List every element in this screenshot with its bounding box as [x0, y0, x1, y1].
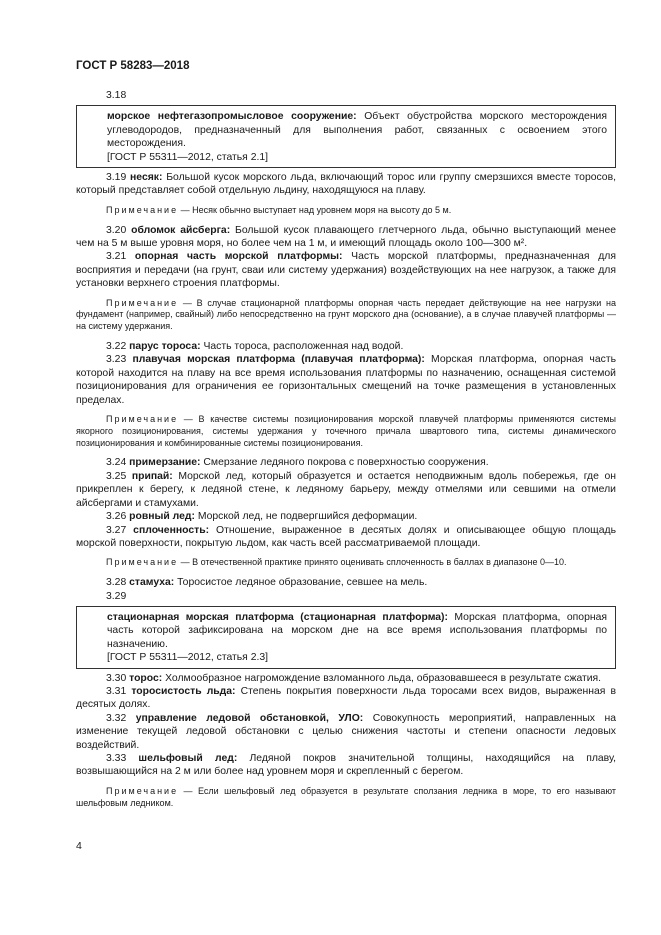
term: сплоченность:: [133, 524, 210, 536]
entry-number: 3.25: [106, 470, 127, 482]
note: [76, 786, 616, 810]
entry: [76, 340, 616, 353]
entry: [76, 353, 616, 407]
term: несяк:: [130, 172, 163, 184]
term: припай:: [131, 470, 173, 482]
page-number: 4: [76, 840, 82, 852]
term: торос:: [129, 672, 163, 684]
note-label: Примечание: [106, 297, 179, 308]
entry-number: 3.19: [106, 172, 127, 184]
term: управление ледовой обстановкой, УЛО:: [135, 712, 364, 724]
definition: Отношение, выраженное в десятых долях и описывающее общую площадь морской поверхности, покрытую льдом, как часть всей рассматриваемой площади.: [76, 524, 616, 549]
entry-number: 3.23: [106, 354, 127, 366]
reference: [ГОСТ Р 55311—2012, статья 2.1]: [107, 151, 269, 163]
definition: Торосистое ледяное образование, севшее на мель.: [174, 577, 428, 589]
entry: [76, 510, 616, 523]
note: [76, 298, 616, 333]
entry-number: 3.21: [106, 251, 127, 263]
entry-number: 3.31: [106, 685, 127, 697]
note: [76, 205, 616, 217]
entry: [76, 672, 616, 685]
standard-header: ГОСТ Р 58283—2018: [76, 60, 190, 72]
entry: [76, 752, 616, 779]
definition: Степень покрытия поверхности льда торосами всех видов, выраженная в десятых долях.: [76, 685, 616, 711]
definition: Объект обустройства морского месторождения углеводородов, предназначенный для выполнения работ, связанных с освоением этого месторождения.: [107, 111, 607, 150]
entry: [76, 224, 616, 251]
definition: Смерзание ледяного покрова с поверхностью сооружения.: [200, 457, 489, 469]
definition: Совокупность мероприятий, направленных на изменение текущей ледовой обстановки с целью снижения частоты и степени опасности ледовых воздействий.: [76, 712, 616, 751]
entry-number: 3.22: [106, 341, 127, 353]
entry-number: 3.24: [106, 457, 127, 469]
note-text: — В качестве системы позиционирования морской плавучей платформы применяются системы якорного позиционирования, системы удержания у точечного причала швартового типа, системы динамического позиционирования и комбинированные системы позиционирования.: [76, 414, 616, 448]
entry: [76, 456, 616, 469]
definition: Морской лед, не подвергшийся деформации.: [194, 511, 418, 523]
entry-number: 3.18: [106, 90, 127, 101]
definition: Морская платформа, опорная часть которой находится на плаву на все время использования платформы по назначению, оснащенная системой позиционирования для ограничения ее горизонтальных смещений на точке размещения в установленных пределах.: [76, 354, 616, 406]
definition: Большой кусок плавающего глетчерного льда, обычно выступающий менее чем на 5 м выше уровня моря, но более чем на 1 м, и имеющий площадь около 100—300 м².: [76, 224, 616, 250]
term: торосистость льда:: [131, 685, 236, 697]
term: обломок айсберга:: [131, 224, 231, 236]
note-text: — В случае стационарной платформы опорная часть передает действующие на нее нагрузки на фундамент (например, свайный) либо непосредственно на грунт морского дна (основание), а в случае плавучей платформы — на систему удержания.: [76, 297, 616, 332]
note-label: Примечание: [106, 785, 179, 796]
definition: Часть морской платформы, предназначенная для восприятия и передачи (на грунт, сваи или систему удержания) воздействующих на нее нагрузок, а также для установки верхнего строения платформы.: [76, 251, 616, 290]
note-label: Примечание: [106, 557, 179, 568]
definition: Морской лед, который образуется и остается неподвижным вдоль побережья, где он прикреплен к берегу, к ледяной стене, к ледяному барьеру, между отмелями или севшими на отмели айсбергами и стамухами.: [76, 470, 616, 509]
entry: [76, 171, 616, 198]
entry-number: 3.20: [106, 224, 127, 236]
entry-number: 3.32: [106, 712, 127, 724]
note-label: Примечание: [106, 204, 179, 215]
boxed-definition: [76, 105, 616, 168]
definition: Большой кусок морского льда, включающий торос или группу смерзшихся вместе торосов, который представляет собой отдельную льдину, находящуюся на плаву.: [76, 172, 616, 197]
note-text: — Несяк обычно выступает над уровнем моря на высоту до 5 м.: [178, 204, 452, 215]
entry-number: 3.33: [106, 753, 127, 764]
entry: [76, 524, 616, 551]
note: [76, 414, 616, 449]
definition: Холмообразное нагромождение взломанного льда, образовавшееся в результате сжатия.: [162, 672, 602, 684]
term: парус тороса:: [129, 341, 201, 353]
reference: [ГОСТ Р 55311—2012, статья 2.3]: [107, 652, 269, 664]
entry: [76, 250, 616, 290]
term: опорная часть морской платформы:: [134, 251, 343, 263]
term: шельфовый лед:: [138, 753, 238, 764]
term: ровный лед:: [129, 511, 195, 523]
note-label: Примечание: [106, 414, 179, 425]
boxed-definition: [76, 606, 616, 669]
term: стационарная морская платформа (стационарная платформа):: [107, 611, 448, 623]
entry: [76, 712, 616, 752]
term: морское нефтегазопромысловое сооружение:: [107, 111, 357, 123]
term: стамуха:: [129, 577, 175, 589]
entry: [76, 576, 616, 589]
entry: [76, 685, 616, 712]
term: плавучая морская платформа (плавучая платформа):: [132, 354, 425, 366]
document-body: [76, 89, 616, 816]
entry-number: 3.29: [106, 590, 127, 602]
definition: Часть тороса, расположенная над водой.: [200, 341, 404, 353]
definition: Морская платформа, опорная часть которой зафиксирована на морском дне на все время использования платформы по назначению.: [107, 611, 607, 650]
entry-number: 3.26: [106, 511, 127, 523]
note-text: — Если шельфовый лед образуется в результате сползания ледника в море, то его называют шельфовым ледником.: [76, 785, 616, 808]
entry-number: 3.28: [106, 577, 127, 589]
term: примерзание:: [129, 457, 201, 469]
entry: [76, 470, 616, 510]
entry-number: 3.30: [106, 672, 127, 684]
note-text: — В отечественной практике принято оценивать сплоченность в баллах в диапазоне 0—10.: [178, 557, 567, 568]
entry-number: 3.27: [106, 524, 127, 536]
note: [76, 557, 616, 569]
definition: Ледяной покров значительной толщины, находящийся на плаву, возвышающийся на 2 м или более над уровнем моря и скрепленный с берегом.: [76, 753, 616, 778]
